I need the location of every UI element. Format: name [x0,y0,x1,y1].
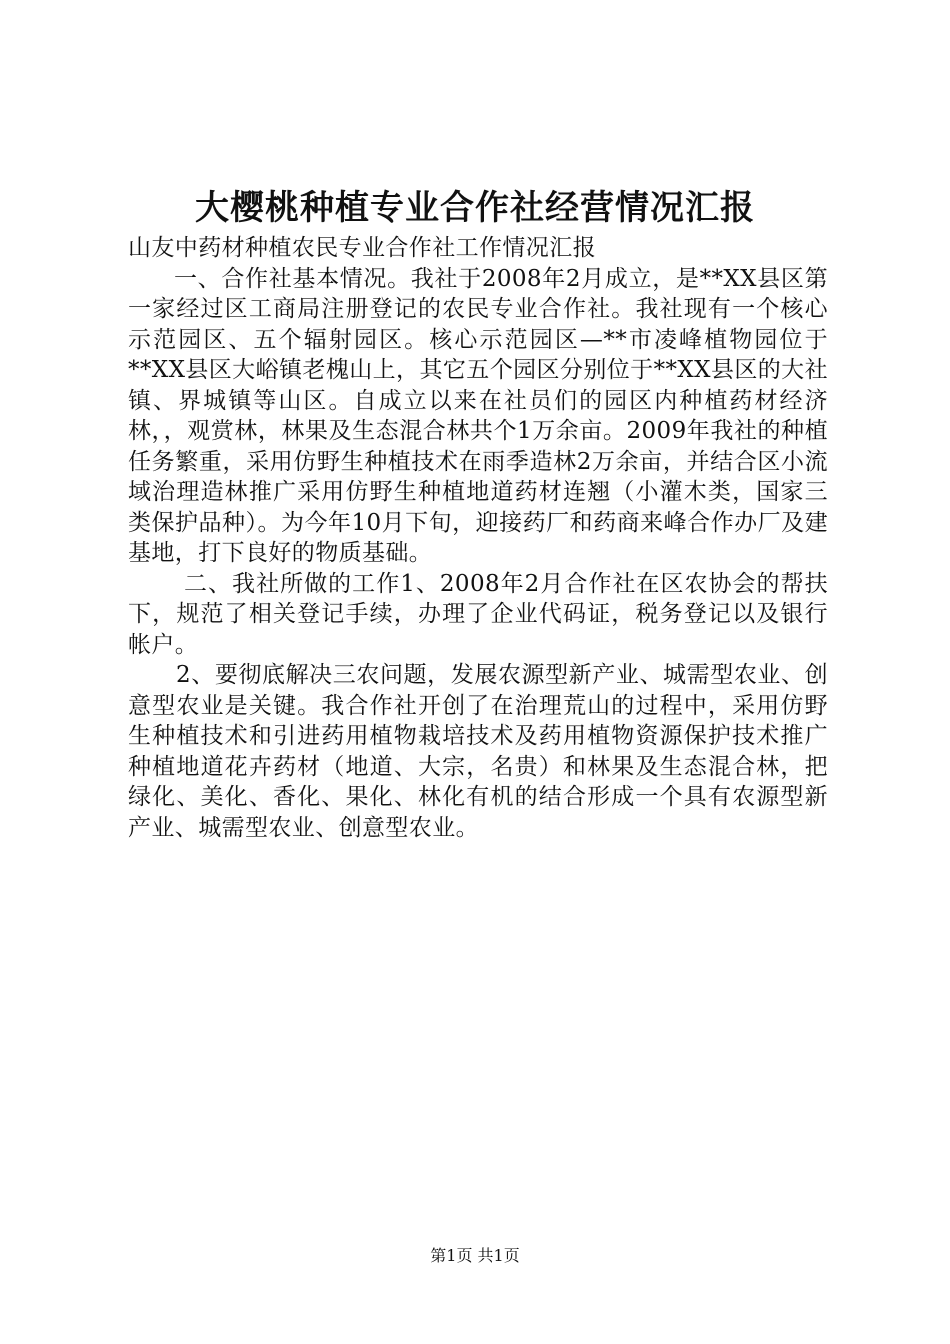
paragraph-three-rural-issues: 2、要彻底解决三农问题，发展农源型新产业、城需型农业、创意型农业是关键。我合作社开创了在治理荒山的过程中，采用仿野生种植技术和引进药用植物栽培技术及药用植物资源保护技术推广种植地道花卉药材（地道、大宗，名贵）和林果及生态混合林，把绿化、美化、香化、果化、林化有机的结合形成一个具有农源型新产业、城需型农业、创意型农业。 [128,662,828,841]
document-title: 大樱桃种植专业合作社经营情况汇报 [195,188,755,228]
paragraph-basic-info: 一、合作社基本情况。我社于2008年2月成立，是**XX县区第一家经过区工商局注册登记的农民专业合作社。我社现有一个核心示范园区、五个辐射园区。核心示范园区—**市凌峰植物园位于**XX县区大峪镇老槐山上，其它五个园区分别位于**XX县区的大社镇、界城镇等山区。自成立以来在社员们的园区内种植药材经济林，，观赏林，林果及生态混合林共个1万余亩。2009年我社的种植任务繁重，采用仿野生种植技术在雨季造林2万余亩，并结合区小流域治理造林推广采用仿野生种植地道药材连翘（小灌木类，国家三类保护品种）。为今年10月下旬，迎接药厂和药商来峰合作办厂及建基地，打下良好的物质基础。 [128,265,828,566]
document-subtitle: 山友中药材种植农民专业合作社工作情况汇报 [128,235,596,261]
document-body [128,233,828,843]
paragraph-work-done: 二、我社所做的工作1、2008年2月合作社在区农协会的帮扶下，规范了相关登记手续，办理了企业代码证，税务登记以及银行帐户。 [128,570,828,658]
page-footer: 第1页 共1页 [430,1246,520,1265]
